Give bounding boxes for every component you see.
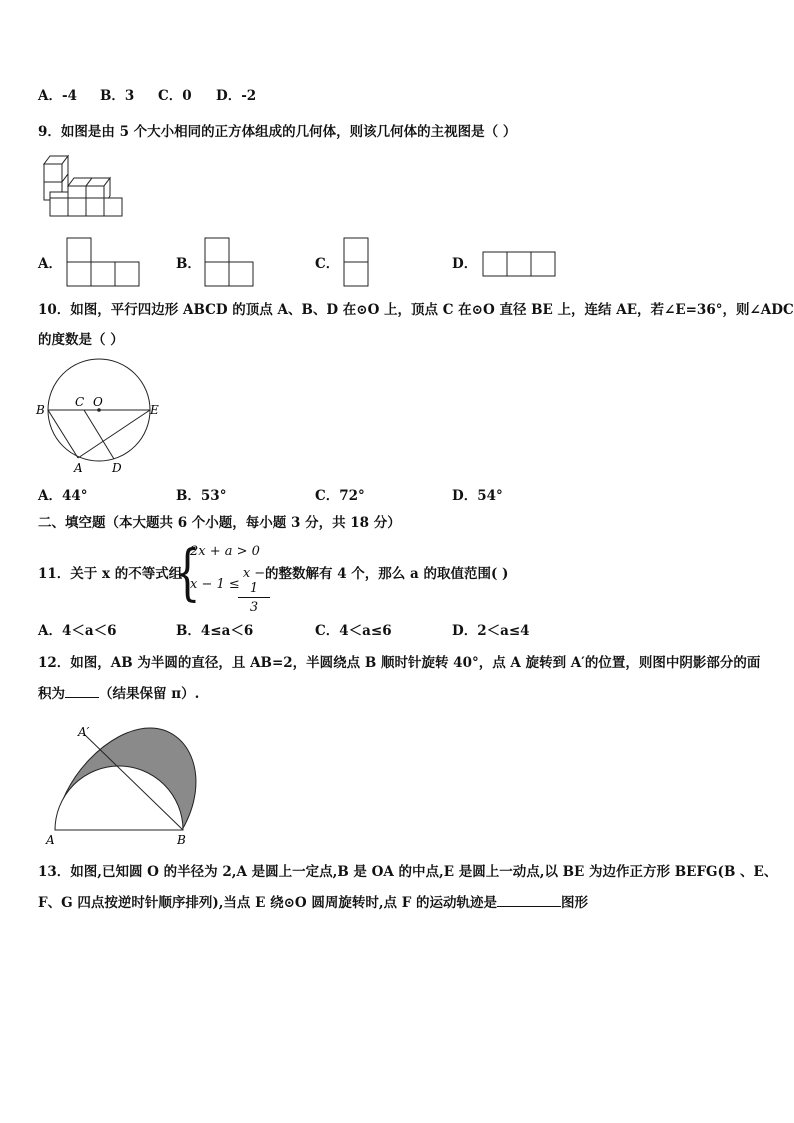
- q8-option-b: B．3: [100, 88, 135, 104]
- q8-option-a: A．-4: [38, 88, 77, 104]
- q11-option-a: A．4＜a＜6: [38, 623, 117, 639]
- q8-option-c: C．0: [158, 88, 192, 104]
- q9-option-a-label: A．: [38, 256, 62, 272]
- q9-option-c-figure: [343, 237, 371, 287]
- q11-ineq-2-denominator: 3: [249, 600, 259, 615]
- q10-stem-line1: 10．如图，平行四边形 ABCD 的顶点 A、B、D 在⊙O 上，顶点 C 在⊙O 直径 BE 上，连结 AE，若∠E=36°，则∠ADC: [38, 302, 794, 318]
- q12-line2-a: 积为: [38, 686, 65, 702]
- q8-option-d: D．-2: [216, 88, 257, 104]
- q9-cube-figure: [38, 152, 128, 222]
- q12-line2: [38, 688, 199, 702]
- q11-prefix: 11．关于 x 的不等式组: [38, 566, 183, 582]
- q12-line1: 12．如图，AB 为半圆的直径，且 AB=2，半圆绕点 B 顺时针旋转 40°，点 A 旋转到 A′的位置，则图中阴影部分的面: [38, 655, 761, 671]
- q11-option-b: B．4≤a＜6: [176, 623, 254, 639]
- q13-line2: [38, 897, 588, 911]
- q11-suffix: 的整数解有 4 个，那么 a 的取值范围( ): [265, 566, 509, 582]
- q11-option-d: D．2＜a≤4: [452, 623, 530, 639]
- q10-label-o: O: [93, 395, 103, 409]
- q10-option-c: C．72°: [315, 488, 365, 504]
- q9-option-b-figure: [204, 237, 256, 287]
- q10-label-b: B: [36, 403, 45, 417]
- q10-stem-line2: 的度数是（ ）: [38, 332, 124, 348]
- q13-line1: 13．如图,已知圆 O 的半径为 2,A 是圆上一定点,B 是 OA 的中点,E 是圆上一动点,以 BE 为边作正方形 BEFG(B 、E、: [38, 864, 778, 880]
- q12-semicircle-figure: [40, 718, 210, 848]
- q12-label-a-prime: A′: [78, 725, 90, 739]
- q9-option-d-label: D．: [452, 256, 478, 272]
- q9-option-d-figure: [482, 251, 558, 278]
- q12-answer-blank[interactable]: [65, 697, 99, 698]
- q13-line2-a: F、G 四点按逆时针顺序排列),当点 E 绕⊙O 圆周旋转时,点 F 的运动轨迹是: [38, 895, 498, 911]
- q9-option-a-figure: [66, 237, 141, 287]
- q13-line2-b: 图形: [561, 895, 589, 911]
- q10-option-b: B．53°: [176, 488, 227, 504]
- q10-option-d: D．54°: [452, 488, 503, 504]
- q11-option-c: C．4＜a≤6: [315, 623, 392, 639]
- q10-label-d: D: [112, 461, 122, 475]
- q10-circle-figure: [36, 360, 166, 478]
- q10-option-a: A．44°: [38, 488, 88, 504]
- q12-label-a: A: [46, 833, 55, 847]
- q10-label-c: C: [75, 395, 85, 409]
- q11-inequality-system: { 2x + a > 0 x − 1 ≤ $\frac{x - 1}{3}$: [174, 540, 274, 610]
- q9-option-c-label: C．: [315, 256, 340, 272]
- q10-label-a: A: [74, 461, 83, 475]
- q10-label-e: E: [150, 403, 159, 417]
- q9-stem: 9．如图是由 5 个大小相同的正方体组成的几何体，则该几何体的主视图是（ ）: [38, 124, 517, 140]
- q11-ineq-2-left: x − 1 ≤: [190, 577, 240, 592]
- q12-line2-b: （结果保留 π）.: [99, 686, 200, 702]
- q11-ineq-2-numerator: x − 1: [238, 566, 270, 598]
- q12-label-b: B: [177, 833, 186, 847]
- q11-ineq-1: 2x + a > 0: [190, 544, 260, 559]
- q13-answer-blank[interactable]: [497, 906, 561, 907]
- section-2-heading: 二、填空题（本大题共 6 个小题，每小题 3 分，共 18 分）: [38, 515, 401, 531]
- q9-option-b-label: B．: [176, 256, 201, 272]
